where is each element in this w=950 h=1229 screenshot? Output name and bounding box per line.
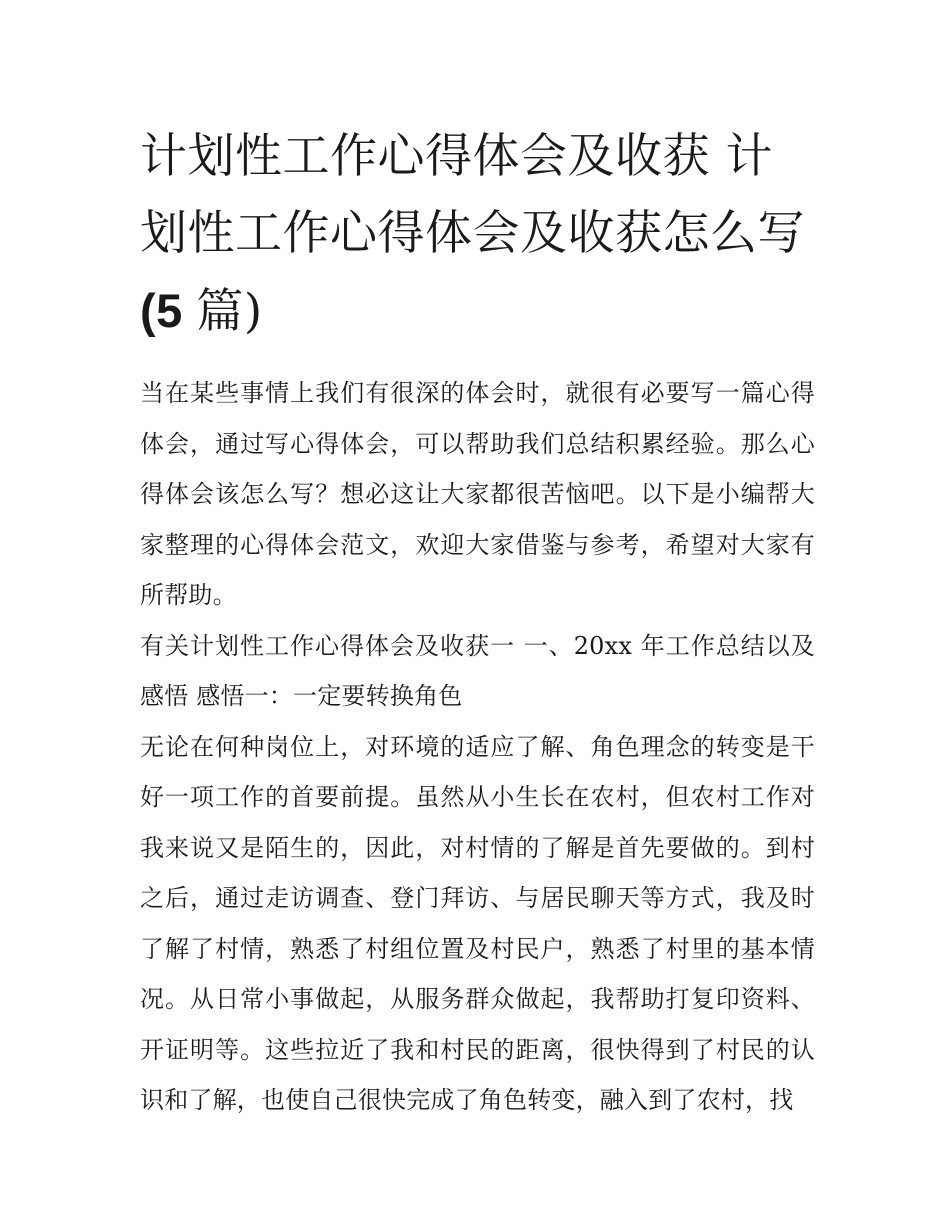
document-body [140, 368, 815, 1126]
section-heading-paragraph: 有关计划性工作心得体会及收获一 一、20xx 年工作总结以及感悟 感悟一：一定要转换角色 [140, 631, 815, 710]
body-paragraph: 无论在何种岗位上，对环境的适应了解、角色理念的转变是干好一项工作的首要前提。虽然从小生长在农村，但农村工作对我来说又是陌生的，因此，对村情的了解是首先要做的。到村之后，通过走访调查、登门拜访、与居民聊天等方式，我及时了解了村情，熟悉了村组位置及村民户，熟悉了村里的基本情况。从日常小事做起，从服务群众做起，我帮助打复印资料、开证明等。这些拉近了我和村民的距离，很快得到了村民的认识和了解，也使自己很快完成了角色转变，融入到了农村，找 [140, 732, 815, 1114]
document-title [140, 118, 815, 350]
title-main-text: 计划性工作心得体会及收获 计划性工作心得体会及收获怎么写 [140, 129, 805, 261]
document-page [140, 118, 815, 1126]
intro-paragraph: 当在某些事情上我们有很深的体会时，就很有必要写一篇心得体会，通过写心得体会，可以帮助我们总结积累经验。那么心得体会该怎么写？想必这让大家都很苦恼吧。以下是小编帮大家整理的心得体会范文，欢迎大家借鉴与参考，希望对大家有所帮助。 [140, 379, 815, 609]
title-count-suffix: 篇) [196, 284, 263, 339]
title-count-text: (5 [140, 284, 197, 337]
